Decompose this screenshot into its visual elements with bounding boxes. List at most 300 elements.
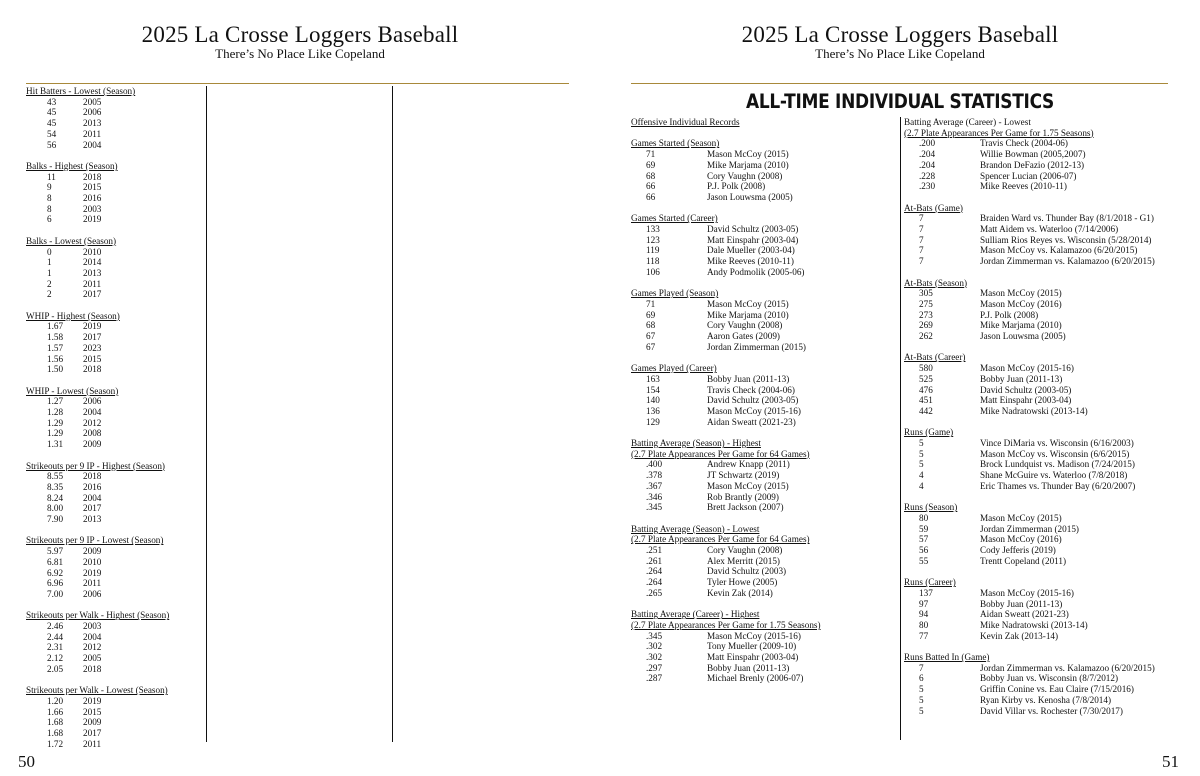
- record-row: [631, 556, 899, 567]
- record-year: 2006: [83, 588, 102, 599]
- record-row: [904, 599, 1194, 610]
- record-row: [631, 459, 899, 470]
- record-year: 2011: [83, 128, 102, 139]
- record-category-title: Batting Average (Career) - Highest: [631, 609, 760, 620]
- record-row: [904, 609, 1194, 620]
- record-value: .265: [646, 587, 663, 598]
- record-value: 123: [646, 234, 660, 245]
- record-year: 2004: [83, 492, 102, 503]
- right-header-subtitle: There’s No Place Like Copeland: [815, 46, 985, 61]
- record-value: 67: [646, 341, 656, 352]
- record-row: [26, 578, 206, 589]
- record-holder: Ryan Kirby vs. Kenosha (7/8/2014): [980, 694, 1112, 705]
- record-row: [631, 588, 899, 599]
- record-value: 6.96: [47, 578, 64, 589]
- record-value: .302: [646, 652, 663, 663]
- record-row: [904, 706, 1194, 717]
- record-year: 2019: [83, 695, 102, 706]
- right-page-number: 51: [1162, 752, 1179, 771]
- record-value: 1.27: [47, 396, 64, 407]
- record-holder: Brandon DeFazio (2012-13): [980, 159, 1085, 170]
- record-year: 2009: [83, 439, 102, 450]
- record-value: 273: [919, 309, 933, 320]
- record-holder: Mike Marjama (2010): [707, 159, 789, 170]
- record-row: [904, 213, 1194, 224]
- record-value: .346: [646, 491, 663, 502]
- record-row: [904, 149, 1194, 160]
- right-header-title: 2025 La Crosse Loggers Baseball: [741, 22, 1059, 47]
- record-holder: Andy Podmolik (2005-06): [707, 266, 805, 277]
- record-row: [631, 267, 899, 278]
- record-year: 2006: [83, 107, 102, 118]
- record-value: 133: [646, 224, 660, 234]
- left-header-subtitle: There’s No Place Like Copeland: [215, 46, 385, 61]
- record-row: [904, 673, 1194, 684]
- record-holder: Mason McCoy vs. Kalamazoo (6/20/2015): [980, 245, 1138, 256]
- record-row: [26, 739, 206, 750]
- record-value: 1.56: [47, 353, 64, 364]
- record-year: 2011: [83, 738, 102, 749]
- record-holder: Mike Nadratowski (2013-14): [980, 405, 1088, 416]
- record-holder: JT Schwartz (2019): [707, 470, 780, 481]
- record-value: .287: [646, 673, 663, 684]
- left-header-title: 2025 La Crosse Loggers Baseball: [141, 22, 459, 47]
- record-year: 2016: [83, 481, 102, 492]
- record-row: [904, 395, 1194, 406]
- record-holder: Mason McCoy (2015): [707, 298, 789, 309]
- record-row: [631, 492, 899, 503]
- record-holder: David Schultz (2003-05): [980, 384, 1072, 395]
- record-row: [26, 204, 206, 215]
- record-value: 129: [646, 416, 660, 427]
- record-row: [26, 268, 206, 279]
- record-row: [26, 439, 206, 450]
- record-year: 2015: [83, 182, 102, 193]
- record-holder: Sulliam Rios Reyes vs. Wisconsin (5/28/2014): [980, 234, 1152, 245]
- record-holder: Andrew Knapp (2011): [707, 459, 790, 470]
- record-value: 5: [919, 705, 924, 716]
- record-holder: Kevin Zak (2014): [707, 587, 773, 598]
- record-value: 1.68: [47, 728, 64, 739]
- record-value: 7: [919, 213, 924, 224]
- record-category-subtitle: (2.7 Plate Appearances Per Game for 64 Games): [631, 448, 810, 459]
- record-value: 55: [919, 555, 929, 566]
- record-value: 262: [919, 331, 933, 342]
- record-row: [26, 664, 206, 675]
- record-row: [631, 470, 899, 481]
- record-category-title: Batting Average (Career) - Lowest: [904, 117, 1031, 127]
- record-row: [26, 568, 206, 579]
- record-value: 6.81: [47, 556, 64, 567]
- record-holder: Tony Mueller (2009-10): [707, 641, 797, 652]
- record-value: 5: [919, 438, 924, 449]
- record-value: 94: [919, 609, 929, 620]
- record-value: 1.58: [47, 332, 64, 343]
- record-row: [631, 299, 899, 310]
- record-value: .297: [646, 662, 663, 673]
- record-row: [631, 673, 899, 684]
- record-year: 2012: [83, 642, 102, 653]
- left-header: [0, 22, 600, 61]
- record-holder: Mason McCoy vs. Wisconsin (6/6/2015): [980, 448, 1130, 459]
- record-row: [26, 642, 206, 653]
- record-value: 137: [919, 587, 933, 598]
- record-value: 8.24: [47, 492, 64, 503]
- record-value: 0: [47, 246, 52, 257]
- record-row: [904, 459, 1194, 470]
- record-value: .230: [919, 181, 936, 192]
- record-value: 2.46: [47, 621, 64, 632]
- record-category-title: Balks - Highest (Season): [26, 160, 118, 171]
- record-value: 8.35: [47, 481, 64, 492]
- record-value: 1.72: [47, 738, 64, 749]
- record-value: 71: [646, 149, 656, 160]
- record-row: [631, 331, 899, 342]
- record-row: [631, 652, 899, 663]
- record-value: 269: [919, 320, 933, 331]
- record-row: [26, 396, 206, 407]
- record-row: [26, 129, 206, 140]
- record-holder: Mike Reeves (2010-11): [980, 181, 1067, 192]
- record-holder: Matt Aidem vs. Waterloo (7/14/2006): [980, 224, 1119, 235]
- record-row: [904, 556, 1194, 567]
- record-value: 1.66: [47, 706, 64, 717]
- section-banner: ALL-TIME INDIVIDUAL STATISTICS: [746, 90, 1054, 114]
- record-value: .264: [646, 566, 663, 577]
- record-value: 7: [919, 256, 924, 267]
- record-holder: Tyler Howe (2005): [707, 577, 778, 588]
- record-row: [631, 224, 899, 235]
- record-row: [26, 621, 206, 632]
- record-category-title: Strikeouts per Walk - Highest (Season): [26, 610, 170, 621]
- record-year: 2013: [83, 267, 102, 278]
- record-value: 6: [919, 673, 924, 684]
- record-row: [26, 332, 206, 343]
- record-row: [904, 320, 1194, 331]
- record-value: 1.29: [47, 417, 64, 428]
- record-value: .345: [646, 630, 663, 641]
- record-holder: Kevin Zak (2013-14): [980, 630, 1059, 641]
- record-row: [26, 418, 206, 429]
- record-value: .345: [646, 502, 663, 513]
- record-holder: Mason McCoy (2015): [980, 512, 1062, 523]
- record-value: 68: [646, 170, 656, 181]
- record-holder: Spencer Lucian (2006-07): [980, 170, 1077, 181]
- record-row: [904, 288, 1194, 299]
- record-category-title: Games Played (Season): [631, 288, 719, 299]
- record-value: 7: [919, 662, 924, 673]
- record-value: 9: [47, 182, 52, 193]
- record-year: 2011: [83, 578, 102, 589]
- record-category-title: WHIP - Highest (Season): [26, 310, 120, 321]
- record-value: 1.50: [47, 364, 64, 375]
- record-value: .302: [646, 641, 663, 652]
- record-value: .251: [646, 545, 663, 556]
- record-value: 45: [47, 118, 57, 129]
- record-row: [904, 534, 1194, 545]
- record-value: 45: [47, 107, 57, 118]
- record-value: .261: [646, 555, 663, 566]
- record-row: [26, 193, 206, 204]
- record-row: [631, 245, 899, 256]
- record-holder: Mason McCoy (2015-16): [980, 587, 1074, 598]
- record-category-title: Balks - Lowest (Season): [26, 235, 117, 246]
- record-row: [26, 214, 206, 225]
- record-year: 2023: [83, 342, 102, 353]
- record-holder: Dale Mueller (2003-04): [707, 245, 795, 256]
- record-value: .367: [646, 480, 663, 491]
- record-value: 119: [646, 245, 660, 256]
- record-value: 6.92: [47, 567, 64, 578]
- record-row: [904, 449, 1194, 460]
- record-row: [904, 224, 1194, 235]
- record-value: 97: [919, 598, 929, 609]
- record-row: [631, 310, 899, 321]
- record-value: 7: [919, 234, 924, 245]
- record-holder: Travis Check (2004-06): [980, 138, 1068, 149]
- record-year: 2019: [83, 214, 102, 225]
- record-value: 56: [919, 545, 929, 556]
- record-row: [26, 289, 206, 300]
- record-row: [26, 696, 206, 707]
- record-value: 54: [47, 128, 57, 139]
- right-records-column-2: [904, 117, 1194, 716]
- record-year: 2006: [83, 396, 102, 407]
- record-value: 305: [919, 288, 933, 299]
- record-row: [631, 160, 899, 171]
- record-holder: Bobby Juan (2011-13): [707, 662, 790, 673]
- record-row: [26, 182, 206, 193]
- record-holder: Griffin Conine vs. Eau Claire (7/15/2016): [980, 684, 1134, 695]
- record-category-title: Batting Average (Season) - Highest: [631, 438, 761, 449]
- record-value: 1: [47, 257, 52, 268]
- record-category-title: Runs (Game): [904, 427, 954, 438]
- record-holder: Jordan Zimmerman (2015): [707, 341, 806, 352]
- record-row: [904, 245, 1194, 256]
- record-holder: Alex Merritt (2015): [707, 555, 780, 566]
- record-holder: Mike Reeves (2010-11): [707, 256, 794, 267]
- record-value: 66: [646, 181, 656, 192]
- record-holder: Mike Marjama (2010): [980, 320, 1062, 331]
- record-year: 2018: [83, 171, 102, 182]
- record-value: 476: [919, 384, 933, 395]
- record-value: 275: [919, 298, 933, 309]
- record-year: 2004: [83, 631, 102, 642]
- record-row: [904, 235, 1194, 246]
- record-holder: Bobby Juan (2011-13): [707, 373, 790, 384]
- record-value: 1.67: [47, 321, 64, 332]
- record-year: 2018: [83, 471, 102, 482]
- record-holder: Brett Jackson (2007): [707, 502, 784, 513]
- record-value: 7.90: [47, 514, 64, 525]
- record-row: [631, 566, 899, 577]
- record-year: 2008: [83, 428, 102, 439]
- record-value: 5: [919, 459, 924, 470]
- record-category-title: Strikeouts per 9 IP - Highest (Season): [26, 460, 165, 471]
- record-category-title: WHIP - Lowest (Season): [26, 385, 119, 396]
- left-page-number: 50: [18, 752, 35, 771]
- record-value: 6: [47, 214, 52, 225]
- record-value: 118: [646, 256, 660, 267]
- record-row: [904, 524, 1194, 535]
- record-row: [631, 577, 899, 588]
- record-year: 2004: [83, 407, 102, 418]
- record-value: 68: [646, 320, 656, 331]
- record-holder: Jason Louwsma (2005): [980, 331, 1066, 342]
- record-year: 2005: [83, 653, 102, 664]
- record-row: [631, 502, 899, 513]
- record-value: 8.00: [47, 503, 64, 514]
- right-column-divider: [900, 117, 901, 740]
- record-row: [26, 632, 206, 643]
- record-year: 2019: [83, 567, 102, 578]
- record-category-title: Games Started (Career): [631, 213, 718, 224]
- column-heading: Offensive Individual Records: [631, 117, 740, 127]
- record-holder: P.J. Polk (2008): [980, 309, 1039, 320]
- record-category-title: At-Bats (Career): [904, 352, 966, 363]
- record-value: 2: [47, 278, 52, 289]
- record-year: 2013: [83, 118, 102, 129]
- record-value: 8: [47, 193, 52, 204]
- record-row: [26, 493, 206, 504]
- record-value: 4: [919, 470, 924, 481]
- record-holder: Aidan Sweatt (2021-23): [980, 609, 1069, 620]
- record-value: 451: [919, 395, 933, 406]
- record-holder: David Schultz (2003-05): [707, 224, 799, 234]
- record-value: .204: [919, 159, 936, 170]
- record-row: [26, 653, 206, 664]
- record-holder: David Schultz (2003): [707, 566, 787, 577]
- record-holder: Mason McCoy (2015): [707, 480, 789, 491]
- record-row: [26, 321, 206, 332]
- record-value: 69: [646, 159, 656, 170]
- record-row: [904, 181, 1194, 192]
- record-year: 2005: [83, 96, 102, 107]
- record-row: [904, 470, 1194, 481]
- record-year: 2011: [83, 278, 102, 289]
- record-row: [631, 641, 899, 652]
- record-row: [631, 385, 899, 396]
- record-holder: P.J. Polk (2008): [707, 181, 766, 192]
- record-row: [631, 545, 899, 556]
- record-value: .200: [919, 138, 936, 149]
- record-value: 1.29: [47, 428, 64, 439]
- record-year: 2009: [83, 717, 102, 728]
- record-category-title: Strikeouts per Walk - Lowest (Season): [26, 685, 168, 696]
- record-value: 1.31: [47, 439, 64, 450]
- record-value: 1.57: [47, 342, 64, 353]
- record-value: 11: [47, 171, 56, 182]
- record-row: [904, 331, 1194, 342]
- record-value: .264: [646, 577, 663, 588]
- record-row: [631, 481, 899, 492]
- record-holder: Mike Marjama (2010): [707, 309, 789, 320]
- record-value: 7: [919, 245, 924, 256]
- record-row: [631, 256, 899, 267]
- record-holder: Cory Vaughn (2008): [707, 170, 783, 181]
- record-row: [631, 395, 899, 406]
- record-holder: Jordan Zimmerman (2015): [980, 523, 1079, 534]
- record-category-title: Runs Batted In (Game): [904, 652, 990, 663]
- record-value: 80: [919, 619, 929, 630]
- record-year: 2018: [83, 364, 102, 375]
- record-row: [26, 364, 206, 375]
- record-holder: Braiden Ward vs. Thunder Bay (8/1/2018 - G1): [980, 213, 1154, 224]
- record-value: .204: [919, 149, 936, 160]
- record-row: [26, 140, 206, 151]
- record-value: 7: [919, 224, 924, 235]
- record-row: [26, 118, 206, 129]
- record-row: [631, 320, 899, 331]
- left-column-divider-2: [392, 86, 393, 742]
- record-row: [904, 299, 1194, 310]
- record-value: 57: [919, 534, 929, 545]
- record-value: 59: [919, 523, 929, 534]
- record-row: [631, 149, 899, 160]
- record-row: [904, 406, 1194, 417]
- record-value: .378: [646, 470, 663, 481]
- record-value: 5: [919, 684, 924, 695]
- record-row: [26, 247, 206, 258]
- record-row: [26, 503, 206, 514]
- record-row: [26, 354, 206, 365]
- record-row: [26, 257, 206, 268]
- record-value: 56: [47, 139, 57, 150]
- record-year: 2010: [83, 246, 102, 257]
- record-row: [26, 172, 206, 183]
- record-row: [26, 589, 206, 600]
- record-value: 525: [919, 373, 933, 384]
- record-value: 1.20: [47, 695, 64, 706]
- record-holder: Mike Nadratowski (2013-14): [980, 619, 1088, 630]
- record-category-subtitle: (2.7 Plate Appearances Per Game for 1.75 Seasons): [631, 619, 821, 630]
- record-value: 69: [646, 309, 656, 320]
- record-row: [904, 363, 1194, 374]
- record-holder: Rob Brantly (2009): [707, 491, 779, 502]
- record-holder: Matt Einspahr (2003-04): [707, 234, 799, 245]
- record-category-title: At-Bats (Season): [904, 277, 968, 288]
- record-row: [904, 588, 1194, 599]
- record-value: 154: [646, 384, 660, 395]
- record-holder: Bobby Juan (2011-13): [980, 598, 1063, 609]
- record-row: [26, 407, 206, 418]
- record-category-subtitle: (2.7 Plate Appearances Per Game for 1.75 Seasons): [904, 127, 1094, 138]
- record-holder: Mason McCoy (2015): [707, 149, 789, 160]
- record-value: 1.28: [47, 407, 64, 418]
- record-value: 1: [47, 267, 52, 278]
- record-holder: Michael Brenly (2006-07): [707, 673, 804, 684]
- record-category-title: Hit Batters - Lowest (Season): [26, 86, 136, 96]
- record-holder: Cory Vaughn (2008): [707, 320, 783, 331]
- record-value: 8.55: [47, 471, 64, 482]
- record-row: [904, 663, 1194, 674]
- record-holder: David Villar vs. Rochester (7/30/2017): [980, 705, 1123, 716]
- record-holder: Mason McCoy (2015-16): [707, 405, 801, 416]
- record-holder: Trentt Copeland (2011): [980, 555, 1067, 566]
- record-category-title: Games Started (Season): [631, 138, 720, 149]
- record-row: [631, 417, 899, 428]
- record-value: 106: [646, 266, 660, 277]
- record-holder: Eric Thames vs. Thunder Bay (6/20/2007): [980, 480, 1136, 491]
- record-value: 2.31: [47, 642, 64, 653]
- record-value: 2.12: [47, 653, 64, 664]
- record-holder: Vince DiMaria vs. Wisconsin (6/16/2003): [980, 438, 1134, 449]
- record-year: 2017: [83, 503, 102, 514]
- record-row: [904, 438, 1194, 449]
- record-holder: David Schultz (2003-05): [707, 395, 799, 406]
- record-category-title: Games Played (Career): [631, 363, 717, 374]
- record-holder: Mason McCoy (2016): [980, 534, 1062, 545]
